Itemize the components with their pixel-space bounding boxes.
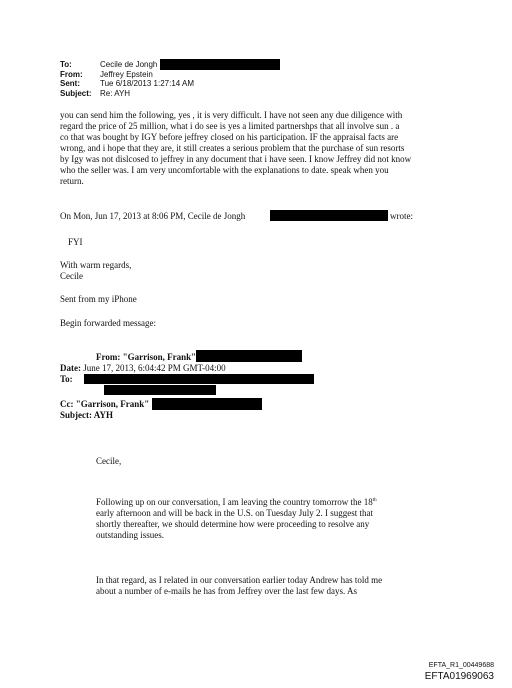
subject-value: Re: AYH	[100, 88, 131, 98]
fwd-line: early afternoon and will be back in the U.S. on Tuesday July 2. I suggest that	[96, 508, 373, 518]
quoted-intro	[60, 211, 245, 222]
fwd-to-label: To:	[60, 374, 73, 384]
fwd-greeting: Cecile,	[96, 456, 122, 466]
fwd-date-value: June 17, 2013, 6:04:42 PM GMT-04:00	[83, 363, 226, 373]
subject-label: Subject:	[60, 88, 92, 98]
fwd-paragraph-2	[96, 575, 436, 597]
sent-label: Sent:	[60, 79, 80, 88]
fwd-subject-label: Subject:	[60, 410, 92, 420]
redaction-box	[270, 210, 388, 221]
bates-number-small: EFTA_R1_00449688	[428, 662, 494, 669]
fwd-cc-row	[60, 399, 149, 410]
quoted-intro-text: On Mon, Jun 17, 2013 at 8:06 PM, Cecile de Jongh	[60, 211, 246, 221]
message-line: return.	[60, 176, 84, 186]
redaction-box	[152, 398, 262, 410]
fwd-line: shortly thereafter, we should determine how were proceeding to resolve any	[96, 519, 370, 529]
fwd-paragraph-1	[96, 497, 436, 541]
from-label: From:	[60, 69, 83, 79]
regards-text: With warm regards,	[60, 260, 132, 270]
fwd-line	[96, 497, 436, 508]
message-line: by Igy was not dislcosed to jeffrey in any document that i have seen. I know Jeffrey did not know	[60, 154, 412, 164]
to-label: To:	[60, 60, 72, 69]
message-body	[60, 110, 480, 187]
fwd-cc-label: Cc:	[60, 399, 74, 409]
message-line: regard the price of 25 million, what i do see is yes a limited partnershps that all involve sun . a	[60, 121, 400, 131]
to-value: Cecile de Jongh	[100, 60, 158, 69]
bates-number-large: EFTA01969063	[424, 671, 494, 682]
fwd-line-text: Following up on our conversation, I am leaving the country tomorrow the 18	[96, 497, 373, 507]
sent-from-text: Sent from my iPhone	[60, 294, 137, 304]
redaction-box	[104, 385, 216, 395]
sent-value: Tue 6/18/2013 1:27:14 AM	[100, 79, 194, 88]
quoted-intro-suffix: wrote:	[390, 211, 413, 221]
redaction-box	[160, 59, 280, 70]
fwd-subject-value: AYH	[93, 410, 113, 420]
fwd-subject-row	[60, 410, 113, 421]
message-line: who the seller was. I am very uncomfortable with the explanations to date. speak when you	[60, 165, 389, 175]
fwd-cc-value: "Garrison, Frank"	[75, 399, 150, 409]
superscript-th: th	[372, 498, 377, 503]
fwd-date-row	[60, 363, 226, 374]
begin-forwarded-text: Begin forwarded message:	[60, 318, 156, 328]
fwd-from-row	[96, 352, 196, 363]
redaction-box	[84, 374, 314, 384]
fwd-line: outstanding issues.	[96, 530, 165, 540]
fyi-text: FYI	[68, 237, 83, 247]
fwd-line: In that regard, as I related in our conversation earlier today Andrew has told me	[96, 575, 383, 585]
fwd-date-label: Date:	[60, 363, 81, 373]
fwd-from-value: "Garrison, Frank"	[122, 352, 197, 362]
message-line: you can send him the following, yes , it is very difficult. I have not seen any due diligence with	[60, 110, 403, 120]
fwd-from-label: From:	[96, 352, 121, 362]
fwd-line: about a number of e-mails he has from Jeffrey over the last few days. As	[96, 586, 358, 596]
message-line: wrong, and i hope that they are, it still creates a serious problem that the purchase of sun resorts	[60, 143, 405, 153]
signature-text: Cecile	[60, 271, 83, 281]
redaction-box	[196, 350, 302, 362]
message-line: co that was bought by IGY before jeffrey closed on his participation. IF the appraisal facts are	[60, 132, 399, 142]
from-value: Jeffrey Epstein	[100, 69, 153, 79]
